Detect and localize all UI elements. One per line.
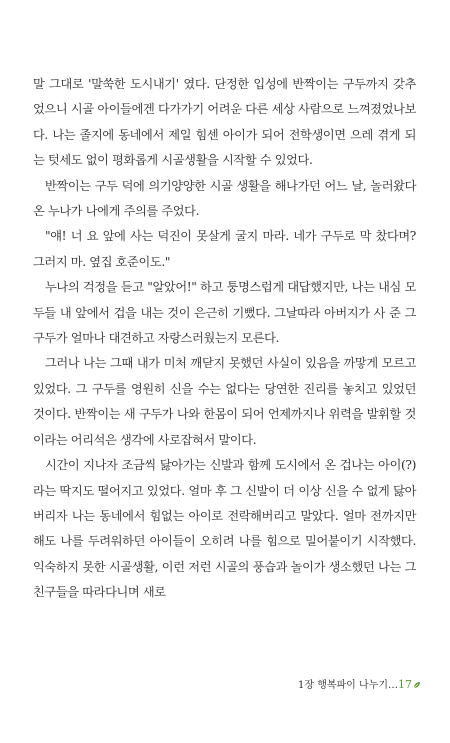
page-number: 17 (398, 678, 412, 691)
paragraph-3: "얘! 너 요 앞에 사는 덕진이 못살게 굴지 마라. 네가 구두로 막 찼다며? 그러지 마. 옆집 호준이도." (33, 229, 416, 269)
chapter-label: 1장 행복파이 나누기… (298, 680, 398, 691)
leaf-icon (413, 680, 421, 688)
paragraph-2: 반짝이는 구두 덕에 의기양양한 시골 생활을 해나가던 어느 날, 놀러왔다 온 누나가 나에게 주의를 주었다. (33, 178, 416, 219)
body-text (33, 72, 416, 606)
paragraph-6: 시간이 지나자 조금씩 닳아가는 신발과 함께 도시에서 온 겁나는 아이(?)라는 딱지도 떨어지고 있었다. 얼마 후 그 신발이 더 이상 신을 수 없게 닳아버리자 나는 동네에서 힘없는 아이로 전락해버리고 말았다. 얼마 전까지만 해도 나를 두려워하던 아이들이 오히려 나를 힘으로 밀어붙이기 시작했다. 익숙하지 못한 시골생활, 이런 저런 시골의 풍습과 놀이가 생소했던 나는 그 친구들을 따라다니며 새로 (33, 458, 416, 600)
paragraph-1: 말 그대로 '말쑥한 도시내기' 였다. 단정한 입성에 반짝이는 구두까지 갖추었으니 시골 아이들에겐 다가가기 어려운 다른 세상 사람으로 느껴졌었나보다. 나는 졸지에 동네에서 제일 힘센 아이가 되어 전학생이면 으레 겪게 되는 텃세도 없이 평화롭게 시골생활을 시작할 수 있었다. (33, 77, 416, 168)
paragraph-4: 누나의 걱정을 듣고 "알았어!" 하고 퉁명스럽게 대답했지만, 나는 내심 모두들 내 앞에서 겁을 내는 것이 은근히 기뻤다. 그날따라 아버지가 사 준 그 구두가 얼마나 대견하고 자랑스러웠는지 모른다. (33, 280, 416, 346)
page-footer (298, 678, 421, 693)
paragraph-5: 그러나 나는 그때 내가 미처 깨닫지 못했던 사실이 있음을 까맣게 모르고 있었다. 그 구두를 영원히 신을 수는 없다는 당연한 진리를 놓치고 있었던 것이다. 반짝이는 새 구두가 나와 한몸이 되어 언제까지나 위력을 발휘할 것이라는 어리석은 생각에 사로잡혀서 말이다. (33, 356, 416, 447)
